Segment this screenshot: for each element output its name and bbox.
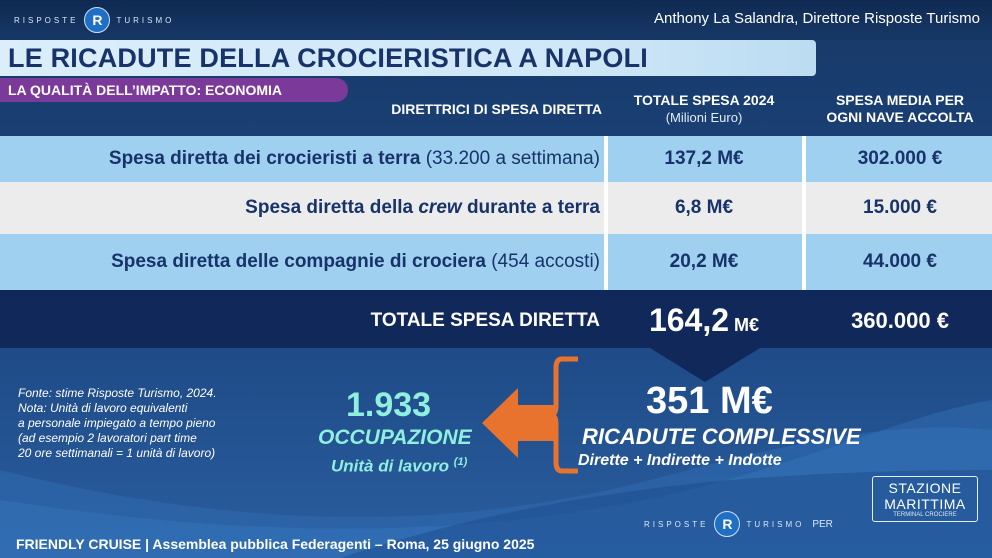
column-header-label: DIRETTRICI DI SPESA DIRETTA (391, 101, 602, 117)
row-label (111, 251, 600, 273)
down-arrow-icon (650, 348, 760, 384)
column-header-total-line1: TOTALE SPESA 2024 (633, 92, 775, 108)
row-label (109, 148, 600, 170)
column-header-avg-line1: SPESA MEDIA PER (835, 92, 965, 108)
total-row-value (608, 302, 800, 339)
speaker-credit: Anthony La Salandra, Direttore Risposte Turismo (654, 10, 980, 27)
impact-label: RICADUTE COMPLESSIVE (582, 424, 861, 449)
note-line: Nota: Unità di lavoro equivalenti (18, 401, 188, 415)
partner-logo-line3: TERMINAL CROCIERE (893, 512, 957, 518)
slide-title: LE RICADUTE DELLA CROCIERISTICA A NAPOLI (8, 43, 648, 73)
column-divider (802, 136, 806, 182)
source-note (18, 386, 268, 461)
table-row (0, 182, 992, 234)
column-divider (802, 234, 806, 290)
employment-value: 1.933 (346, 386, 432, 424)
impact-sub: Dirette + Indirette + Indotte (578, 452, 782, 469)
top-bar (0, 0, 992, 40)
row-label-post: durante a terra (461, 197, 600, 218)
footer-brand-word-left: RISPOSTE (644, 519, 709, 529)
employment-sub-text: Unità di lavoro (331, 456, 454, 476)
footer-brand-mark-icon: R (714, 511, 740, 537)
employment-sub (331, 456, 467, 477)
table-row (0, 234, 992, 290)
brand-word-left: RISPOSTE (14, 15, 79, 25)
row-label-main: Spesa diretta dei crocieristi a terra (108, 148, 421, 169)
row-label-note: (454 accosti) (485, 251, 600, 272)
row-total-value: 6,8 M€ (674, 197, 734, 218)
brand-mark-icon: R (84, 7, 110, 33)
row-total-value: 20,2 M€ (669, 251, 739, 272)
table-row (0, 136, 992, 182)
total-row-avg: 360.000 € (851, 308, 949, 333)
row-label-pre: Spesa diretta della (245, 197, 419, 218)
note-line: (ad esempio 2 lavoratori part time (18, 431, 197, 445)
employment-label: OCCUPAZIONE (318, 426, 472, 449)
footer-brand-logo (644, 510, 833, 538)
partner-logo-line1: STAZIONE (888, 480, 962, 496)
row-avg-value: 44.000 € (863, 251, 937, 272)
row-label-main: Spesa diretta delle compagnie di crociera (111, 251, 486, 272)
note-line: Fonte: stime Risposte Turismo, 2024. (18, 386, 217, 400)
partner-logo-line2: MARITTIMA (884, 496, 966, 512)
total-row-unit: M€ (729, 315, 760, 335)
brand-logo (14, 6, 174, 34)
total-row-label: TOTALE SPESA DIRETTA (370, 310, 600, 331)
column-header-avg-line2: OGNI NAVE ACCOLTA (826, 109, 974, 125)
partner-logo (872, 476, 978, 522)
column-header-total (608, 92, 800, 126)
row-total-value: 137,2 M€ (664, 148, 744, 169)
footer-event: FRIENDLY CRUISE | Assemblea pubblica Federagenti – Roma, 25 giugno 2025 (16, 536, 535, 552)
row-label (245, 197, 600, 219)
column-divider (802, 182, 806, 234)
title-band (0, 40, 816, 76)
slide-subtitle: LA QUALITÀ DELL’IMPATTO: ECONOMIA (8, 82, 283, 98)
left-arrow-icon (482, 388, 556, 458)
subtitle-pill (0, 78, 348, 102)
footer-brand-word-right: TURISMO (746, 519, 805, 529)
note-line: a personale impiegato a tempo pieno (18, 416, 216, 430)
note-line: 20 ore settimanali = 1 unità di lavoro) (18, 446, 216, 460)
row-avg-value: 15.000 € (863, 197, 937, 218)
column-header-avg (808, 92, 992, 126)
footer-per: PER (812, 518, 833, 530)
row-avg-value: 302.000 € (857, 148, 943, 169)
total-row (0, 290, 992, 348)
impact-value: 351 M€ (646, 380, 773, 422)
brand-word-right: TURISMO (116, 15, 175, 25)
row-label-emphasis: crew (418, 197, 462, 218)
total-row-number: 164,2 (648, 302, 730, 338)
employment-footnote: (1) (453, 456, 468, 468)
row-label-note: (33.200 a settimana) (420, 148, 600, 169)
column-header-total-line2: (Milioni Euro) (665, 110, 743, 125)
